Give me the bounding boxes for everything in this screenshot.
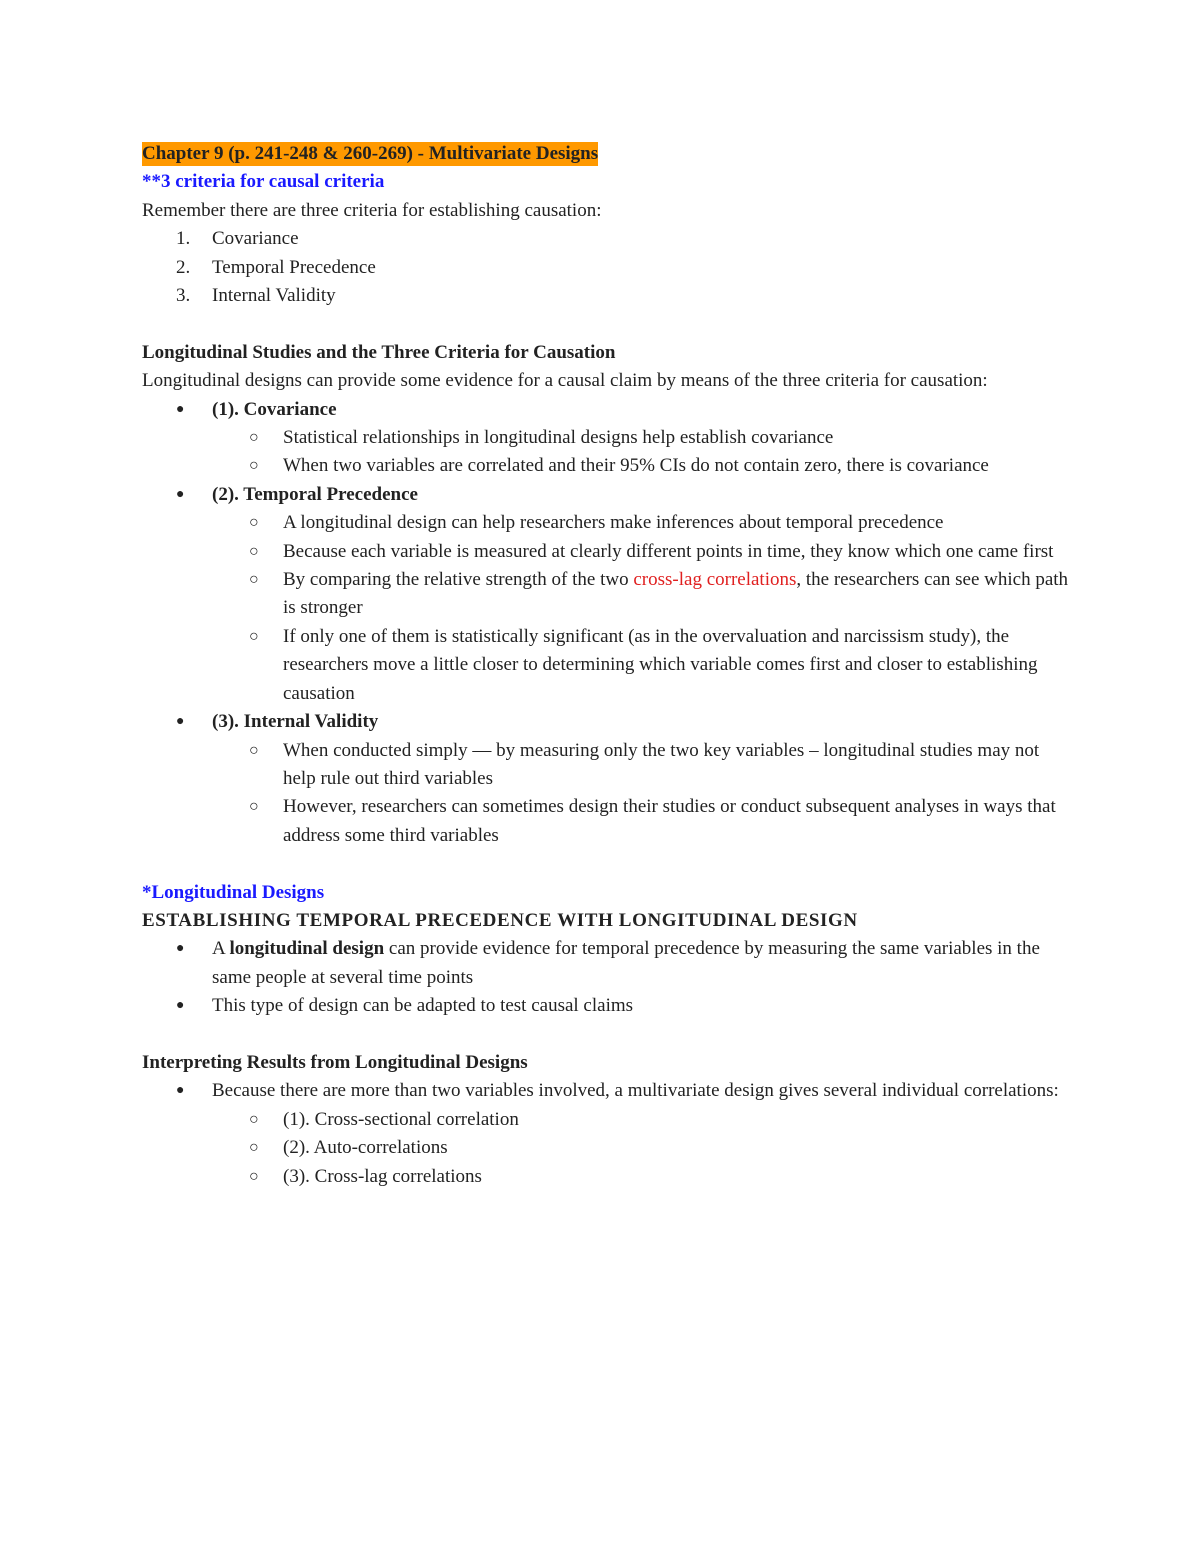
list-item: ○ (2). Auto-correlations: [142, 1134, 1072, 1162]
hollow-bullet-icon: ○: [249, 1167, 259, 1185]
designs-list: [142, 935, 1072, 1020]
list-item: ● Because there are more than two variables involved, a multivariate design gives several individual correlations: ○ (1). Cross-sectional correlation ○ (2). Auto-correlations ○ (3). Cross-lag correlations: [142, 1077, 1072, 1191]
longitudinal-designs-heading: *Longitudinal Designs: [142, 881, 325, 903]
internal-validity-label: (3). Internal Validity: [212, 711, 379, 733]
bullet-icon: ●: [176, 714, 185, 730]
hollow-bullet-icon: ○: [249, 514, 259, 532]
criteria-item: 2. Temporal Precedence: [176, 256, 376, 278]
hollow-bullet-icon: ○: [249, 542, 259, 560]
spacer: [142, 310, 1072, 338]
covariance-label: (1). Covariance: [212, 398, 337, 420]
document-page: [142, 140, 1072, 1191]
list-item: ○ When conducted simply — by measuring only the two key variables – longitudinal studies may not help rule out third variables: [142, 737, 1072, 794]
chapter-title: Chapter 9 (p. 241-248 & 260-269) - Multivariate Designs: [142, 143, 599, 164]
title-line: [142, 140, 1072, 168]
hollow-bullet-icon: ○: [249, 741, 259, 759]
hollow-bullet-icon: ○: [249, 798, 259, 816]
bullet-icon: ●: [176, 401, 185, 417]
temporal-label: (2). Temporal Precedence: [212, 483, 418, 505]
list-item: ● This type of design can be adapted to test causal claims: [142, 992, 1072, 1020]
list-item: ○ However, researchers can sometimes design their studies or conduct subsequent analyses in ways that address some third variables: [142, 793, 1072, 850]
bullet-icon: ●: [176, 486, 185, 502]
list-item: [142, 396, 1072, 481]
spacer: [142, 850, 1072, 878]
list-item: ● A longitudinal design can provide evidence for temporal precedence by measuring the same variables in the same people at several time points: [142, 935, 1072, 992]
longitudinal-intro: Longitudinal designs can provide some evidence for a causal claim by means of the three criteria for causation:: [142, 370, 988, 392]
list-item: ○ When two variables are correlated and their 95% CIs do not contain zero, there is covariance: [142, 452, 1072, 480]
list-item: ○ (3). Cross-lag correlations: [142, 1163, 1072, 1191]
interpreting-heading: Interpreting Results from Longitudinal Designs: [142, 1051, 528, 1073]
hollow-bullet-icon: ○: [249, 627, 259, 645]
causal-intro: Remember there are three criteria for establishing causation:: [142, 199, 602, 221]
cross-lag-highlight: cross-lag correlations: [633, 569, 797, 591]
hollow-bullet-icon: ○: [249, 1139, 259, 1157]
list-item: ○ If only one of them is statistically significant (as in the overvaluation and narcissism study), the researchers move a little closer to determining which variable comes first and closer to establishing causation: [142, 623, 1072, 708]
list-item: ○ Statistical relationships in longitudinal designs help establish covariance: [142, 424, 1072, 452]
causal-criteria-heading: **3 criteria for causal criteria: [142, 171, 385, 193]
hollow-bullet-icon: ○: [249, 457, 259, 475]
criteria-item: 1. Covariance: [176, 228, 299, 250]
list-item: ○ A longitudinal design can help researchers make inferences about temporal precedence: [142, 509, 1072, 537]
longitudinal-heading: Longitudinal Studies and the Three Criteria for Causation: [142, 341, 616, 363]
establishing-heading: ESTABLISHING TEMPORAL PRECEDENCE WITH LONGITUDINAL DESIGN: [142, 909, 858, 931]
spacer: [142, 1021, 1072, 1049]
list-item: ○ (1). Cross-sectional correlation: [142, 1106, 1072, 1134]
list-item: [142, 708, 1072, 850]
bullet-icon: ●: [176, 941, 185, 957]
hollow-bullet-icon: ○: [249, 571, 259, 589]
list-item: [142, 481, 1072, 708]
criteria-list: [142, 225, 1072, 310]
hollow-bullet-icon: ○: [249, 429, 259, 447]
bullet-icon: ●: [176, 998, 185, 1014]
criteria-item: 3. Internal Validity: [176, 285, 336, 307]
list-item: ○ Because each variable is measured at clearly different points in time, they know which one came first: [142, 538, 1072, 566]
bullet-icon: ●: [176, 1083, 185, 1099]
causation-criteria-list: [142, 396, 1072, 851]
hollow-bullet-icon: ○: [249, 1110, 259, 1128]
list-item: ○ By comparing the relative strength of the two cross-lag correlations, the researchers can see which path is stronger: [142, 566, 1072, 623]
interpreting-list: [142, 1077, 1072, 1191]
